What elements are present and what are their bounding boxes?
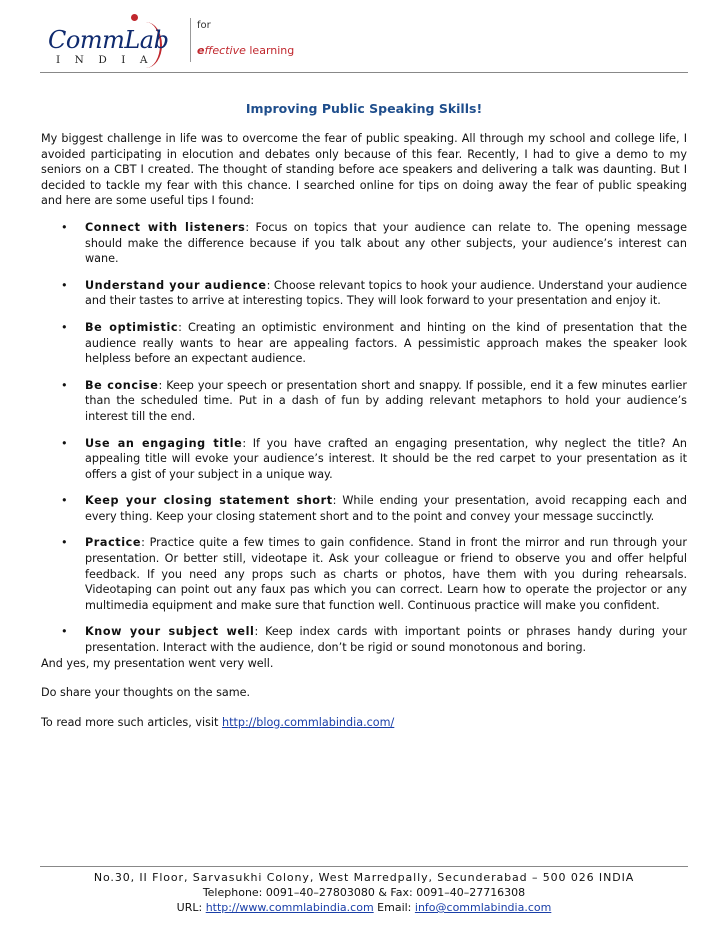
list-item bbox=[41, 624, 687, 655]
footer-contacts bbox=[40, 900, 688, 915]
page-header bbox=[40, 8, 688, 72]
tagline-divider bbox=[190, 18, 191, 62]
page-title: Improving Public Speaking Skills! bbox=[245, 101, 483, 116]
list-item bbox=[41, 220, 687, 267]
tip-text: : Choose relevant topics to hook your audience. Understand your audience and their tastes to arrive at interesting topics. They will look forward to your presentation and enjoy it. bbox=[85, 278, 687, 308]
blog-link[interactable]: http://blog.commlabindia.com/ bbox=[221, 715, 395, 729]
footer-phone: Telephone: 0091–40–27803080 & Fax: 0091–40–27716308 bbox=[202, 886, 526, 899]
bullet-icon: • bbox=[61, 378, 68, 392]
list-item bbox=[41, 378, 687, 425]
logo-subtitle: INDIA bbox=[56, 54, 162, 66]
tip-heading: Understand your audience bbox=[85, 278, 267, 292]
share-line: Do share your thoughts on the same. bbox=[41, 686, 251, 700]
intro-paragraph: My biggest challenge in life was to overcome the fear of public speaking. All through my school and college life, I avoided participating in elocution and debates only because of this fear. Recently, I had to give a demo to my seniors on a CBT I created. The thought of standing before ace speakers and delivering a talk was daunting. But I decided to tackle my fear with this chance. I searched online for tips on doing away the fear of public speaking and here are some useful tips I found: bbox=[41, 132, 687, 208]
bullet-icon: • bbox=[61, 494, 68, 508]
list-item bbox=[41, 278, 687, 309]
tip-text: : If you have crafted an engaging presentation, why neglect the title? An appealing title will evoke your audience’s interest. It should be the red carpet to your presentation as it offers a gist of your subject in a unique way. bbox=[85, 436, 687, 481]
bullet-icon: • bbox=[61, 536, 68, 550]
tip-text: : Focus on topics that your audience can relate to. The opening message should make the difference because if you talk about any other subjects, your audience’s interest can wane. bbox=[85, 220, 688, 266]
logo-dot-icon bbox=[131, 14, 138, 21]
tagline-ffective: ffective bbox=[204, 44, 246, 57]
page-footer bbox=[40, 870, 688, 915]
bullet-icon: • bbox=[61, 320, 68, 334]
tip-text: : Practice quite a few times to gain confidence. Stand in front the mirror and run through your presentation. Or better still, videotape it. Ask your colleague or friend to observe you and offer helpful feedback. If you need any props such as charts or photos, have them with you during rehearsals. Videotaping can point out any faux pas which you can correct. Learn how to operate the projector or any multimedia equipment and make sure that function well. Continuous practice will make you confident. bbox=[85, 536, 687, 612]
list-item bbox=[41, 436, 687, 483]
tip-text: : While ending your presentation, avoid recapping each and every thing. Keep your closing statement short and to the point and convey your message succinctly. bbox=[85, 494, 687, 523]
logo-wordmark: CommLab bbox=[48, 26, 169, 54]
bullet-icon: • bbox=[61, 625, 68, 639]
tip-text: : Creating an optimistic environment and hinting on the kind of presentation that the audience really wants to hear are appealing factors. A pessimistic approach makes the speaker look helpless before an expectant audience. bbox=[85, 320, 688, 366]
article-body bbox=[41, 131, 687, 730]
tips-list bbox=[41, 220, 687, 656]
list-item bbox=[41, 493, 687, 524]
url-label: URL: bbox=[176, 901, 206, 914]
tagline bbox=[197, 44, 294, 57]
read-more-prefix: To read more such articles, visit bbox=[41, 715, 222, 729]
tagline-e: e bbox=[197, 44, 205, 57]
read-more-line bbox=[41, 715, 687, 731]
tagline-learning: learning bbox=[249, 44, 295, 57]
bullet-icon: • bbox=[61, 220, 68, 234]
tip-text: : Keep your speech or presentation short and snappy. If possible, end it a few minutes earlier than the scheduled time. Put in a dash of fun by adding relevant metaphors to hold your audience’s interest till the end. bbox=[85, 378, 687, 423]
commlab-logo bbox=[48, 14, 188, 70]
footer-divider bbox=[40, 866, 688, 867]
bullet-icon: • bbox=[61, 436, 68, 450]
closing-line: And yes, my presentation went very well. bbox=[41, 656, 274, 670]
footer-address: No.30, II Floor, Sarvasukhi Colony, West Marredpally, Secunderabad – 500 026 INDIA bbox=[93, 871, 635, 884]
list-item bbox=[41, 535, 687, 613]
bullet-icon: • bbox=[61, 278, 68, 292]
tip-heading: Know your subject well bbox=[85, 625, 255, 639]
list-item bbox=[41, 320, 687, 367]
tip-heading: Keep your closing statement short bbox=[85, 494, 333, 508]
header-divider bbox=[40, 72, 688, 73]
tagline-for: for bbox=[197, 20, 211, 31]
tip-text: : Keep index cards with important points or phrases handy during your presentation. Interact with the audience, don’t be rigid or sound monotonous and boring. bbox=[85, 625, 687, 655]
email-link[interactable]: info@commlabindia.com bbox=[414, 901, 552, 914]
tip-heading: Be optimistic bbox=[85, 320, 179, 334]
email-label: Email: bbox=[373, 901, 415, 914]
tip-heading: Use an engaging title bbox=[85, 436, 243, 450]
tip-heading: Be concise bbox=[85, 378, 159, 392]
website-link[interactable]: http://www.commlabindia.com bbox=[205, 901, 374, 914]
tip-heading: Connect with listeners bbox=[85, 220, 246, 234]
tip-heading: Practice bbox=[85, 536, 142, 550]
